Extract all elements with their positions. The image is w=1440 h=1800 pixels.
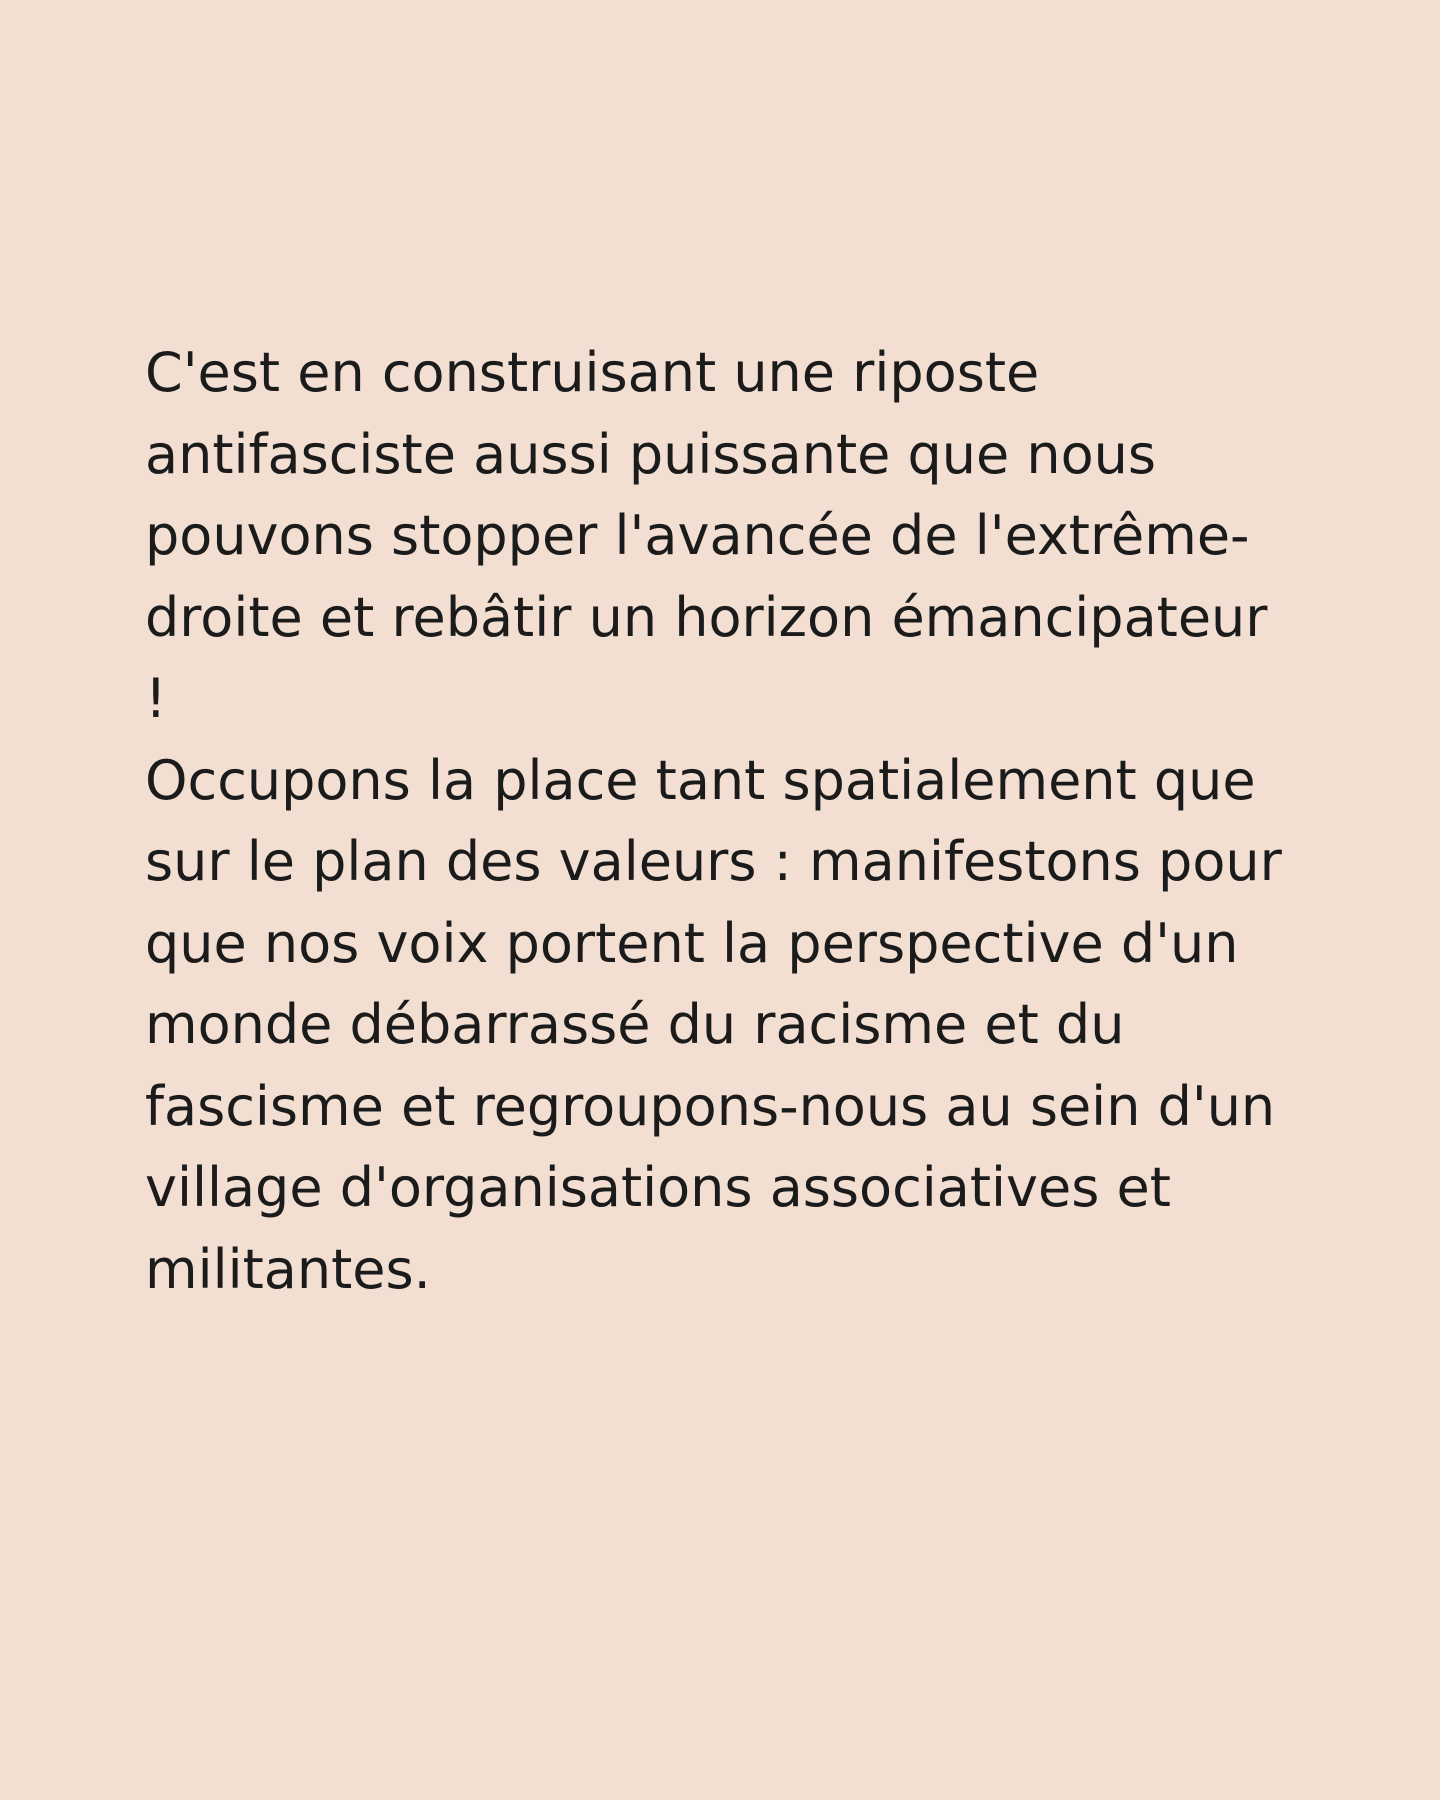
text-line: antifasciste aussi puissante que nous: [145, 422, 1157, 486]
paragraph-riposte: [145, 332, 1305, 740]
text-line: militantes.: [145, 1237, 431, 1301]
text-line: sur le plan des valeurs : manifestons pour: [145, 830, 1282, 893]
text-line: C'est en construisant une riposte: [145, 341, 1040, 404]
text-line: monde débarrassé du racisme et du: [145, 993, 1125, 1056]
text-line: droite et rebâtir un horizon émancipateur: [145, 585, 1268, 649]
text-line: pouvons stopper l'avancée de l'extrême-: [145, 504, 1250, 567]
body-text: [145, 332, 1305, 1310]
text-line: !: [145, 667, 167, 730]
paragraph-occupons: [145, 740, 1305, 1311]
text-line: fascisme et regroupons-nous au sein d'un: [145, 1074, 1276, 1138]
text-line: Occupons la place tant spatialement que: [145, 748, 1256, 812]
text-line: village d'organisations associatives et: [145, 1156, 1171, 1219]
text-line: que nos voix portent la perspective d'un: [145, 911, 1239, 975]
